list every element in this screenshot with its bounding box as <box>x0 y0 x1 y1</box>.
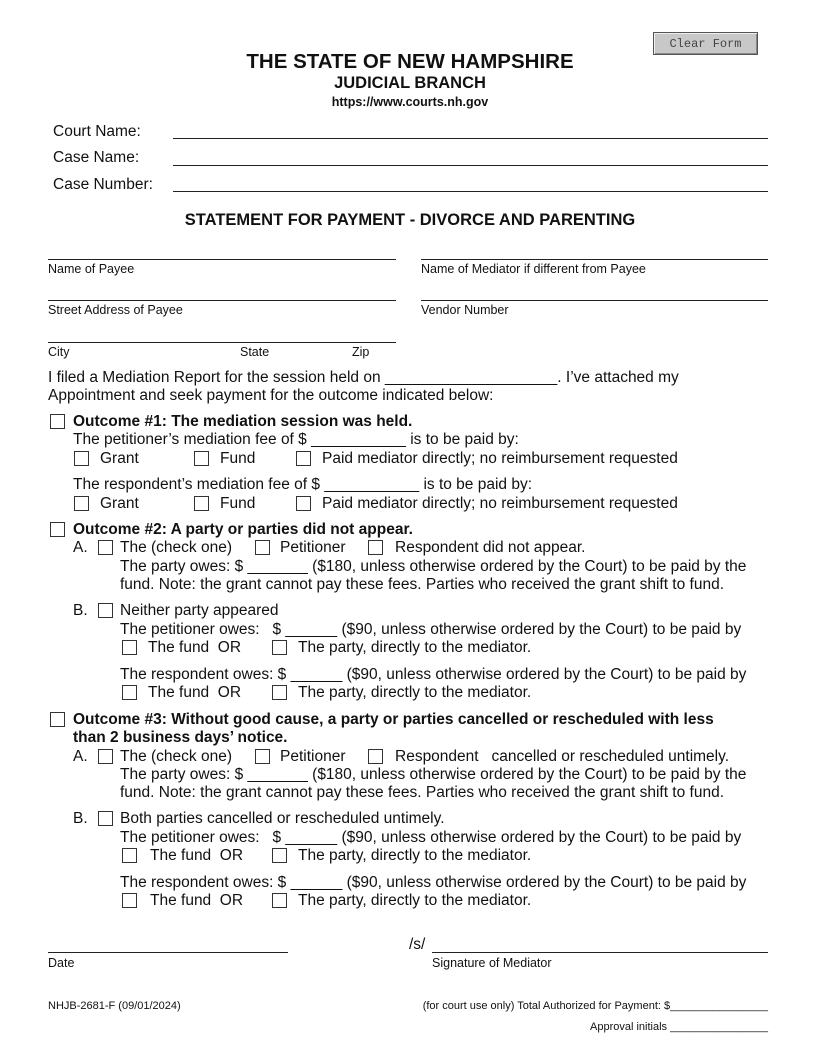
fund-or-label: The fund OR <box>150 847 244 864</box>
case-name-label: Case Name: <box>53 149 140 166</box>
outcome3-resp-fund-checkbox[interactable] <box>122 893 137 908</box>
respondent-label: Respondent cancelled or rescheduled untimely. <box>395 748 730 765</box>
petitioner-paid-directly-checkbox[interactable] <box>296 451 311 466</box>
outcome2-a-checkbox[interactable] <box>98 540 113 555</box>
fund-or-label: The fund OR <box>148 684 242 701</box>
respondent-label: Respondent did not appear. <box>395 539 586 556</box>
outcome1-checkbox[interactable] <box>50 414 65 429</box>
case-number-field[interactable] <box>173 191 768 192</box>
outcome3-a-checkbox[interactable] <box>98 749 113 764</box>
paid-directly-label: Paid mediator directly; no reimbursement requested <box>322 495 678 512</box>
court-use-total: (for court use only) Total Authorized for Payment: $________________ <box>422 1000 768 1012</box>
outcome3-pet-party-checkbox[interactable] <box>272 848 287 863</box>
vendor-number-label: Vendor Number <box>421 303 509 317</box>
outcome3-title: Outcome #3: Without good cause, a party or parties cancelled or rescheduled with less <box>73 711 714 728</box>
s-mark: /s/ <box>409 936 426 953</box>
outcome1-respondent-fee: The respondent’s mediation fee of $ ___________ is to be paid by: <box>73 476 533 493</box>
intro-line-1: I filed a Mediation Report for the session held on ____________________. I’ve attached my <box>48 369 679 386</box>
outcome3-note: fund. Note: the grant cannot pay these fees. Parties who received the grant shift to fund. <box>120 784 725 801</box>
zip-label: Zip <box>352 345 370 359</box>
clear-form-button[interactable]: Clear Form <box>653 32 758 55</box>
approval-initials: Approval initials ________________ <box>590 1021 768 1033</box>
outcome3-checkbox[interactable] <box>50 712 65 727</box>
outcome2-checkbox[interactable] <box>50 522 65 537</box>
party-direct-label: The party, directly to the mediator. <box>298 892 532 909</box>
check-one-label: The (check one) <box>120 539 232 556</box>
intro-line-2: Appointment and seek payment for the outcome indicated below: <box>48 387 494 404</box>
vendor-number-field[interactable] <box>421 300 768 301</box>
street-field[interactable] <box>48 300 396 301</box>
outcome2-title: Outcome #2: A party or parties did not appear. <box>73 521 413 538</box>
court-url: https://www.courts.nh.gov <box>331 95 489 109</box>
court-name-label: Court Name: <box>53 123 141 140</box>
mediator-name-field[interactable] <box>421 259 768 260</box>
fund-label: Fund <box>220 495 256 512</box>
paid-directly-label: Paid mediator directly; no reimbursement requested <box>322 450 678 467</box>
outcome3-resp-party-checkbox[interactable] <box>272 893 287 908</box>
outcome2-respondent-owes: The respondent owes: $ ______ ($90, unless otherwise ordered by the Court) to be paid by <box>120 666 747 683</box>
petitioner-label: Petitioner <box>280 748 346 765</box>
outcome2-petitioner-checkbox[interactable] <box>255 540 270 555</box>
case-number-label: Case Number: <box>53 176 153 193</box>
outcome2-pet-fund-checkbox[interactable] <box>122 640 137 655</box>
outcome3-a-label: A. <box>73 748 88 765</box>
outcome2-resp-party-checkbox[interactable] <box>272 685 287 700</box>
outcome2-petitioner-owes: The petitioner owes: $ ______ ($90, unless otherwise ordered by the Court) to be paid by <box>120 621 742 638</box>
outcome2-note: fund. Note: the grant cannot pay these fees. Parties who received the grant shift to fund. <box>120 576 725 593</box>
grant-label: Grant <box>100 495 139 512</box>
outcome3-b-label: B. <box>73 810 88 827</box>
party-direct-label: The party, directly to the mediator. <box>298 639 532 656</box>
check-one-label: The (check one) <box>120 748 232 765</box>
both-cancelled-label: Both parties cancelled or rescheduled untimely. <box>120 810 445 827</box>
outcome1-title: Outcome #1: The mediation session was held. <box>73 413 413 430</box>
fund-label: Fund <box>220 450 256 467</box>
payee-name-field[interactable] <box>48 259 396 260</box>
outcome3-pet-fund-checkbox[interactable] <box>122 848 137 863</box>
petitioner-fund-checkbox[interactable] <box>194 451 209 466</box>
outcome1-petitioner-fee: The petitioner’s mediation fee of $ ___________ is to be paid by: <box>73 431 519 448</box>
street-label: Street Address of Payee <box>48 303 183 317</box>
outcome3-party-owes: The party owes: $ _______ ($180, unless otherwise ordered by the Court) to be paid by the <box>120 766 747 783</box>
signature-label: Signature of Mediator <box>432 956 552 970</box>
state-label: State <box>240 345 270 359</box>
party-direct-label: The party, directly to the mediator. <box>298 684 532 701</box>
form-id: NHJB-2681-F (09/01/2024) <box>48 1000 181 1012</box>
fund-or-label: The fund OR <box>148 639 242 656</box>
respondent-grant-checkbox[interactable] <box>74 496 89 511</box>
petitioner-grant-checkbox[interactable] <box>74 451 89 466</box>
outcome2-b-checkbox[interactable] <box>98 603 113 618</box>
neither-appeared-label: Neither party appeared <box>120 602 279 619</box>
signature-field[interactable] <box>432 952 768 953</box>
city-label: City <box>48 345 70 359</box>
date-label: Date <box>48 956 75 970</box>
payee-name-label: Name of Payee <box>48 262 135 276</box>
mediator-name-label: Name of Mediator if different from Payee <box>421 262 646 276</box>
outcome3-respondent-checkbox[interactable] <box>368 749 383 764</box>
outcome3-b-checkbox[interactable] <box>98 811 113 826</box>
outcome2-resp-fund-checkbox[interactable] <box>122 685 137 700</box>
outcome3-respondent-owes: The respondent owes: $ ______ ($90, unless otherwise ordered by the Court) to be paid by <box>120 874 747 891</box>
date-field[interactable] <box>48 952 288 953</box>
party-direct-label: The party, directly to the mediator. <box>298 847 532 864</box>
fund-or-label: The fund OR <box>150 892 244 909</box>
outcome2-respondent-checkbox[interactable] <box>368 540 383 555</box>
respondent-paid-directly-checkbox[interactable] <box>296 496 311 511</box>
outcome2-b-label: B. <box>73 602 88 619</box>
petitioner-label: Petitioner <box>280 539 346 556</box>
grant-label: Grant <box>100 450 139 467</box>
outcome2-pet-party-checkbox[interactable] <box>272 640 287 655</box>
case-name-field[interactable] <box>173 165 768 166</box>
outcome2-a-label: A. <box>73 539 88 556</box>
outcome3-petitioner-checkbox[interactable] <box>255 749 270 764</box>
state-title: THE STATE OF NEW HAMPSHIRE <box>246 50 574 73</box>
court-name-field[interactable] <box>173 138 768 139</box>
branch-subtitle: JUDICIAL BRANCH <box>334 74 486 92</box>
respondent-fund-checkbox[interactable] <box>194 496 209 511</box>
outcome2-party-owes: The party owes: $ _______ ($180, unless otherwise ordered by the Court) to be paid by the <box>120 558 747 575</box>
outcome3-title-cont: than 2 business days’ notice. <box>73 729 288 746</box>
form-title: STATEMENT FOR PAYMENT - DIVORCE AND PARENTING <box>184 211 636 229</box>
city-state-zip-field[interactable] <box>48 342 396 343</box>
outcome3-petitioner-owes: The petitioner owes: $ ______ ($90, unless otherwise ordered by the Court) to be paid by <box>120 829 742 846</box>
